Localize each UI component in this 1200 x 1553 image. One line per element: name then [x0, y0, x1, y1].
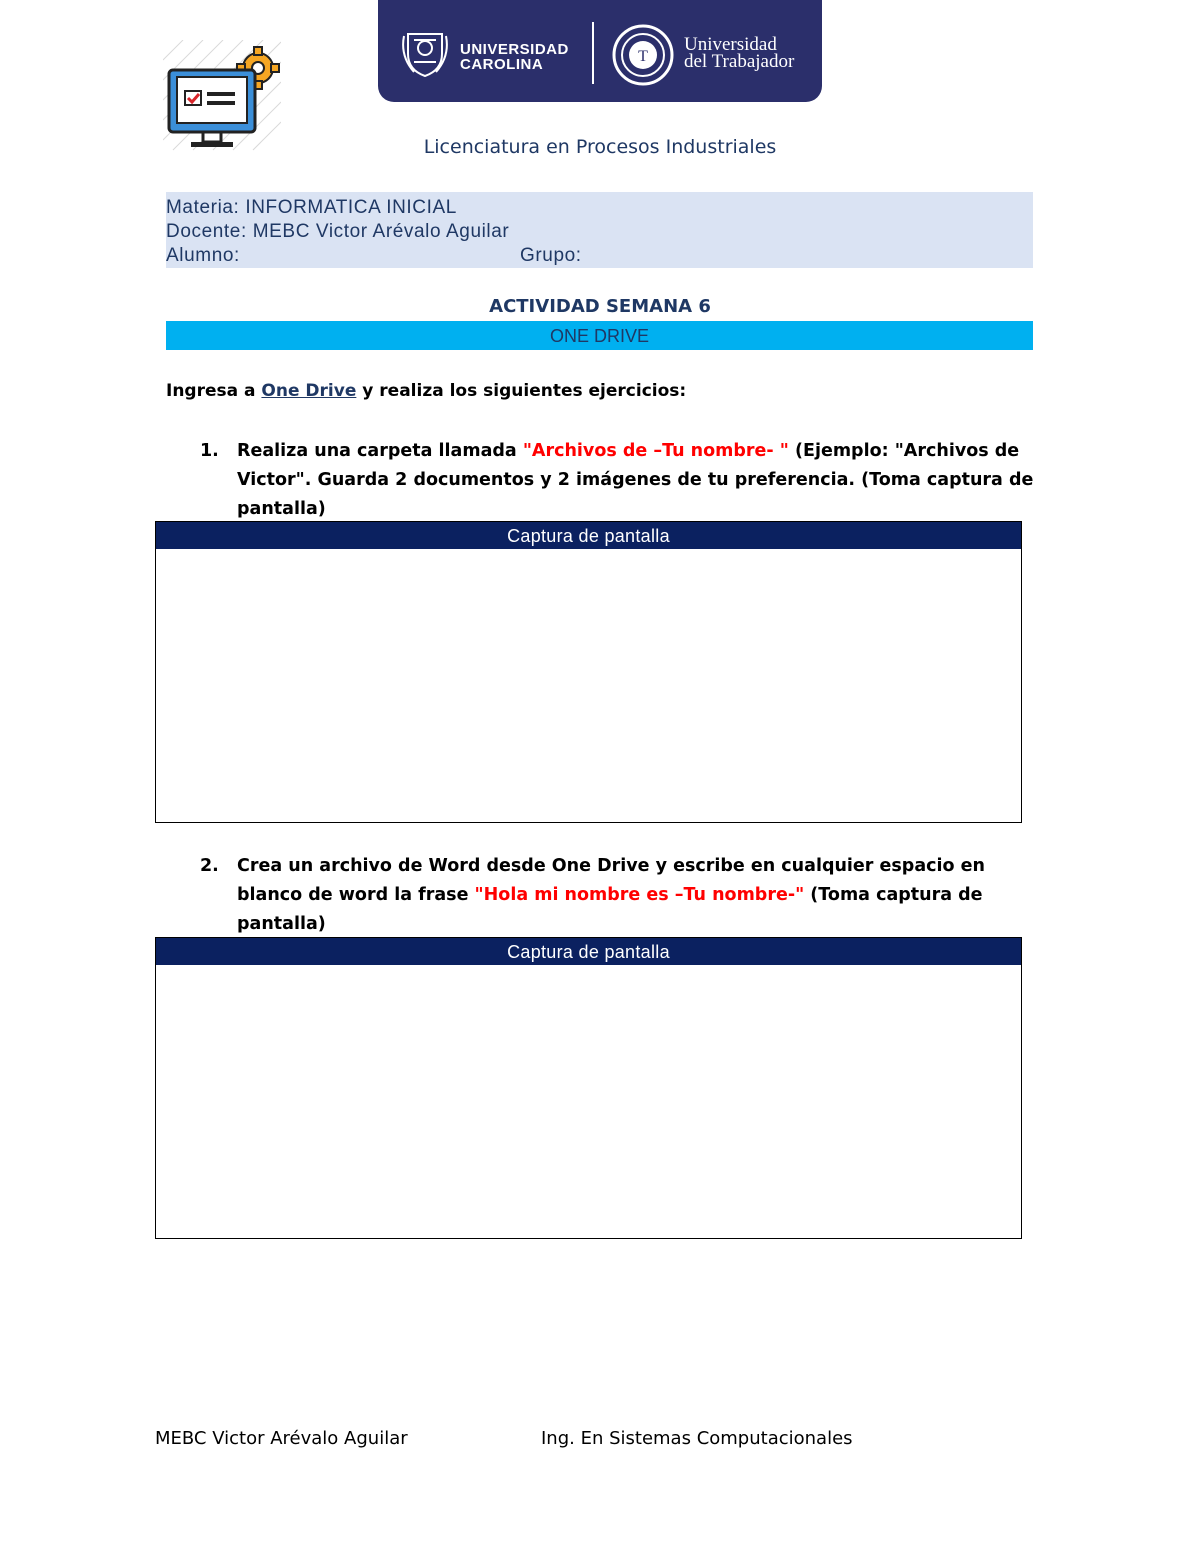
exercise-text: Realiza una carpeta llamada "Archivos de –Tu nombre- " (Ejemplo: "Archivos de Victor". Guarda 2 documentos y 2 imágenes de tu preferencia. (Toma captura de pantalla)	[237, 441, 1034, 519]
universidad-carolina-logo-text: UNIVERSIDAD CAROLINA	[460, 41, 569, 73]
capture-header: Captura de pantalla	[156, 522, 1021, 549]
exercise-number: 1.	[200, 441, 219, 461]
university-logo-banner	[378, 0, 822, 102]
logo-divider	[592, 22, 594, 84]
exercise-text: Crea un archivo de Word desde One Drive y escribe en cualquier espacio en blanco de word la frase "Hola mi nombre es –Tu nombre-" (Toma captura de pantalla)	[237, 856, 985, 934]
capture-box-1[interactable]	[155, 521, 1022, 823]
capture-box-2[interactable]	[155, 937, 1022, 1239]
program-title: Licenciatura en Procesos Industriales	[423, 136, 777, 158]
footer-author: MEBC Victor Arévalo Aguilar	[155, 1428, 408, 1449]
student-info-block	[166, 192, 1033, 268]
materia-line: Materia: INFORMATICA INICIAL	[166, 197, 457, 218]
topic-bar: ONE DRIVE	[166, 321, 1033, 350]
instructions-intro: Ingresa a One Drive y realiza los siguientes ejercicios:	[166, 381, 687, 401]
alumno-label: Alumno:	[166, 245, 240, 266]
activity-title: ACTIVIDAD SEMANA 6	[489, 296, 711, 317]
exercise-number: 2.	[200, 856, 219, 876]
capture-header: Captura de pantalla	[156, 938, 1021, 965]
universidad-carolina-crest-icon	[400, 26, 450, 78]
footer-degree: Ing. En Sistemas Computacionales	[541, 1428, 853, 1449]
one-drive-link[interactable]: One Drive	[261, 381, 357, 401]
universidad-del-trabajador-logo-text: Universidad del Trabajador	[684, 34, 795, 72]
docente-line: Docente: MEBC Victor Arévalo Aguilar	[166, 221, 510, 242]
grupo-label: Grupo:	[520, 245, 582, 266]
universidad-del-trabajador-seal-icon	[612, 24, 674, 86]
svg-text:T: T	[638, 48, 648, 65]
